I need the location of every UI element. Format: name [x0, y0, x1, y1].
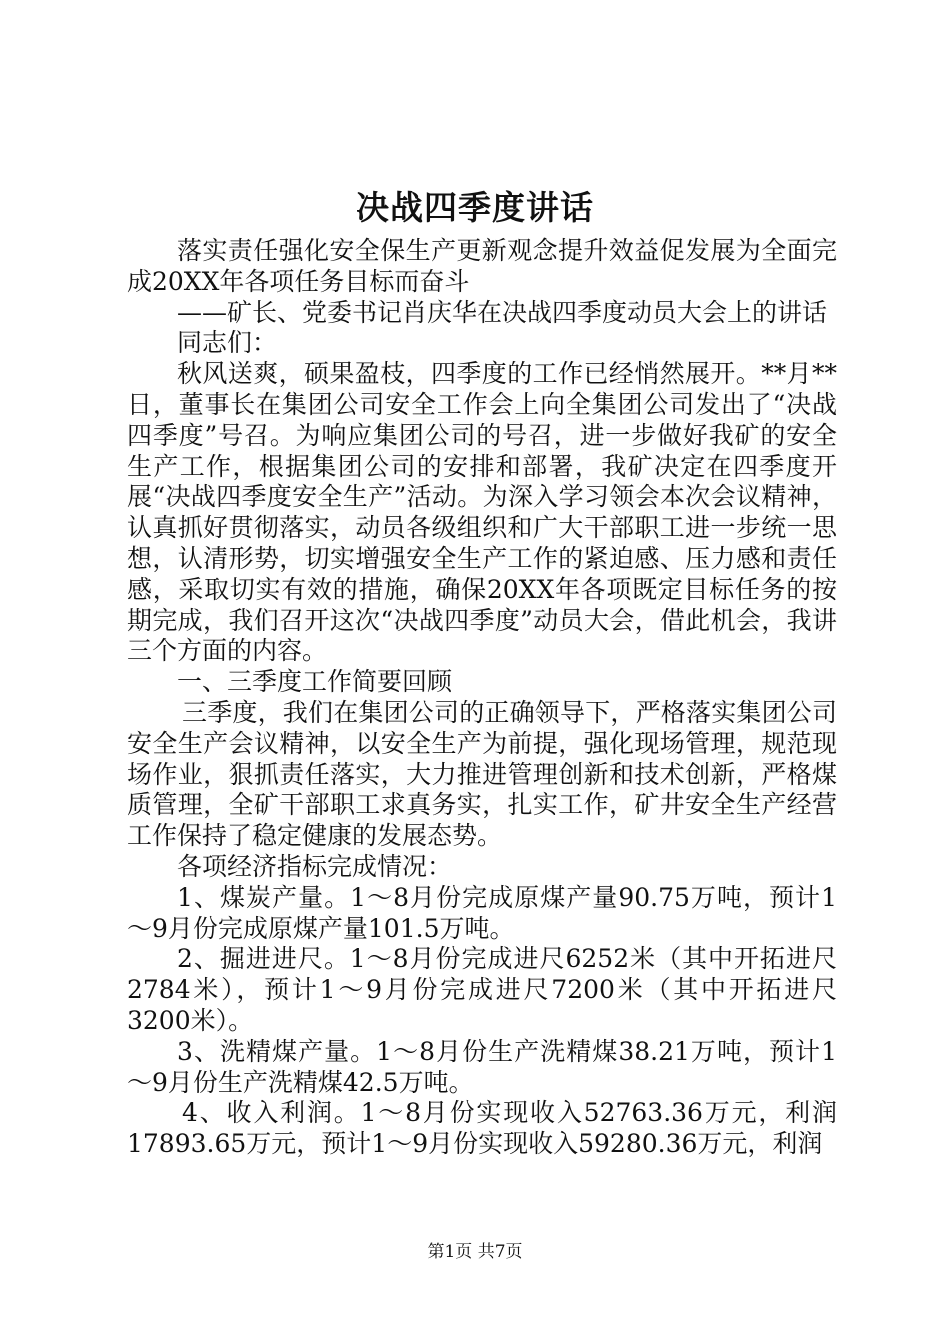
indicators-heading: 各项经济指标完成情况： — [177, 851, 453, 881]
speaker-line: ——矿长、党委书记肖庆华在决战四季度动员大会上的讲话 — [177, 297, 828, 327]
indicator-item: 3、洗精煤产量。1～8月份生产洗精煤38.21万吨，预计1～9月份生产洗精煤42.5万吨。 — [127, 1036, 837, 1097]
indicator-item: 1、煤炭产量。1～8月份完成原煤产量90.75万吨，预计1～9月份完成原煤产量101.5万吨。 — [127, 882, 837, 943]
document-body — [127, 236, 837, 1160]
section-heading: 一、三季度工作简要回顾 — [177, 667, 453, 697]
intro-paragraph: 秋风送爽，硕果盈枝，四季度的工作已经悄然展开。**月**日，董事长在集团公司安全工作会上向全集团公司发出了“决战四季度”号召。为响应集团公司的号召，进一步做好我矿的安全生产工作，根据集团公司的安排和部署，我矿决定在四季度开展“决战四季度安全生产”活动。为深入学习领会本次会议精神，认真抓好贯彻落实，动员各级组织和广大干部职工进一步统一思想，认清形势，切实增强安全生产工作的紧迫感、压力感和责任感，采取切实有效的措施，确保20XX年各项既定目标任务的按期完成，我们召开这次“决战四季度”动员大会，借此机会，我讲三个方面的内容。 — [127, 359, 837, 666]
indicator-item: 2、掘进进尺。1～8月份完成进尺6252米（其中开拓进尺2784米），预计1～9月份完成进尺7200米（其中开拓进尺3200米）。 — [127, 944, 837, 1035]
review-paragraph: 三季度，我们在集团公司的正确领导下，严格落实集团公司安全生产会议精神，以安全生产为前提，强化现场管理，规范现场作业，狠抓责任落实，大力推进管理创新和技术创新，严格煤质管理，全矿干部职工求真务实，扎实工作，矿井安全生产经营工作保持了稳定健康的发展态势。 — [127, 697, 837, 851]
page-footer: 第1页 共7页 — [427, 1242, 523, 1262]
indicator-item: 4、收入利润。1～8月份实现收入52763.36万元，利润17893.65万元，预计1～9月份实现收入59280.36万元，利润 — [127, 1098, 837, 1159]
subtitle-paragraph: 落实责任强化安全保生产更新观念提升效益促发展为全面完成20XX年各项任务目标而奋斗 — [127, 236, 837, 296]
document-title: 决战四季度讲话 — [356, 188, 594, 227]
salutation: 同志们： — [177, 328, 278, 358]
